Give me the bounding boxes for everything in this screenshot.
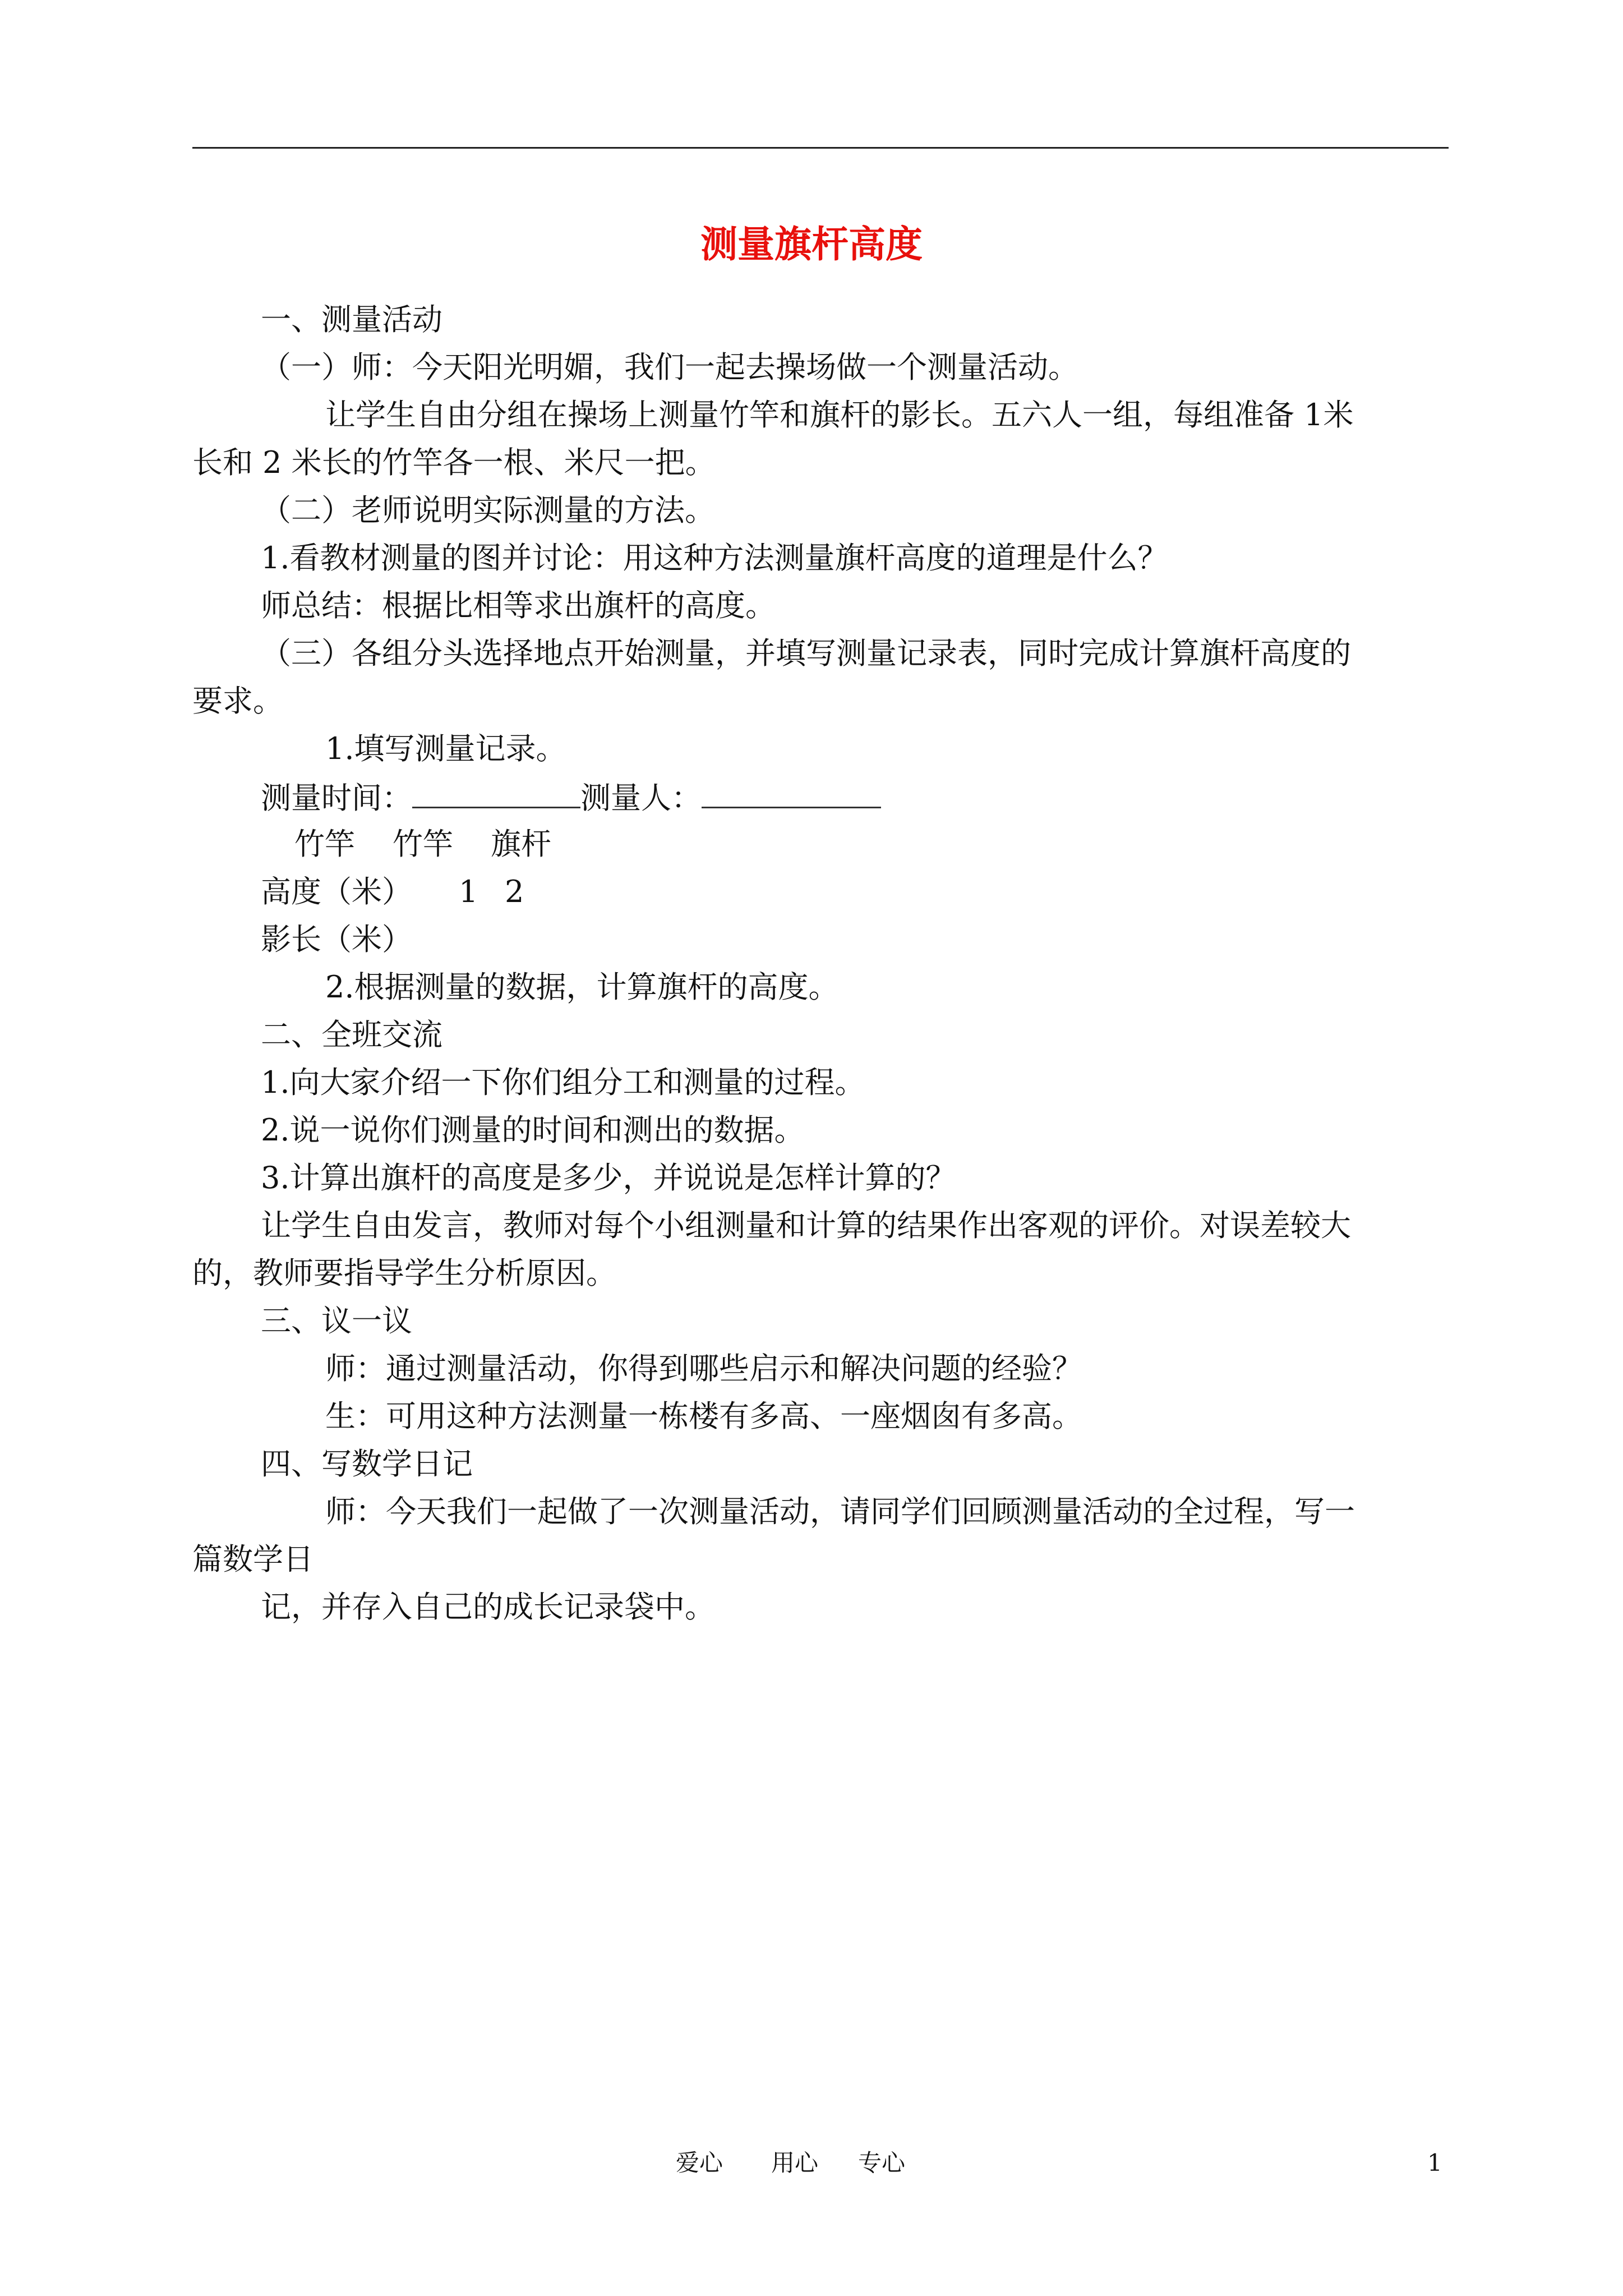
header-rule xyxy=(192,147,1449,149)
paragraph: 篇数学日 xyxy=(192,1542,313,1577)
section-heading: 二、全班交流 xyxy=(261,1017,442,1052)
paragraph: 师：通过测量活动，你得到哪些启示和解决问题的经验？ xyxy=(325,1351,1082,1386)
record-person-label: 测量人： xyxy=(580,780,702,816)
paragraph: 师总结：根据比相等求出旗杆的高度。 xyxy=(261,588,776,623)
paragraph: （一）师：今天阳光明媚，我们一起去操场做一个测量活动。 xyxy=(261,349,1078,385)
paragraph: 让学生自由分组在操场上测量竹竿和旗杆的影长。五六人一组，每组准备 1米 xyxy=(325,397,1354,432)
record-height-value-1: 1 xyxy=(459,874,478,909)
record-person-blank xyxy=(702,774,881,808)
section-heading: 四、写数学日记 xyxy=(261,1446,473,1481)
paragraph: 1.填写测量记录。 xyxy=(325,731,566,766)
paragraph: 1.向大家介绍一下你们组分工和测量的过程。 xyxy=(261,1065,865,1100)
record-header-1: 竹竿 xyxy=(294,826,355,862)
record-time-row xyxy=(261,774,881,821)
record-shadow-label: 影长（米） xyxy=(261,922,412,957)
record-time-blank xyxy=(412,774,580,808)
paragraph: （二）老师说明实际测量的方法。 xyxy=(261,493,715,528)
paragraph: 1.看教材测量的图并讨论：用这种方法测量旗杆高度的道理是什么？ xyxy=(261,540,1168,576)
footer-left: 爱心 xyxy=(676,2149,723,2177)
record-time-label: 测量时间： xyxy=(261,780,412,816)
record-header-3: 旗杆 xyxy=(491,826,551,862)
footer-right: 专心 xyxy=(858,2149,906,2177)
paragraph: （三）各组分头选择地点开始测量，并填写测量记录表，同时完成计算旗杆高度的 xyxy=(261,636,1351,671)
paragraph: 3.计算出旗杆的高度是多少，并说说是怎样计算的？ xyxy=(261,1160,956,1195)
paragraph: 长和 2 米长的竹竿各一根、米尺一把。 xyxy=(192,445,716,480)
paragraph: 记，并存入自己的成长记录袋中。 xyxy=(261,1589,715,1625)
paragraph: 的，教师要指导学生分析原因。 xyxy=(192,1255,616,1291)
paragraph: 师：今天我们一起做了一次测量活动，请同学们回顾测量活动的全过程，写一 xyxy=(325,1494,1355,1529)
paragraph: 2.说一说你们测量的时间和测出的数据。 xyxy=(261,1112,805,1148)
record-height-value-2: 2 xyxy=(505,874,524,909)
record-height-label: 高度（米） xyxy=(261,874,412,909)
page-number: 1 xyxy=(1427,2149,1442,2177)
section-heading: 一、测量活动 xyxy=(261,302,442,337)
paragraph: 让学生自由发言，教师对每个小组测量和计算的结果作出客观的评价。对误差较大 xyxy=(261,1208,1351,1243)
paragraph: 2.根据测量的数据，计算旗杆的高度。 xyxy=(325,969,839,1005)
paragraph: 生：可用这种方法测量一栋楼有多高、一座烟囱有多高。 xyxy=(325,1398,1082,1434)
paragraph: 要求。 xyxy=(192,683,283,719)
footer-middle: 用心 xyxy=(771,2149,819,2177)
section-heading: 三、议一议 xyxy=(261,1303,412,1338)
record-header-2: 竹竿 xyxy=(393,826,453,862)
document-title: 测量旗杆高度 xyxy=(700,222,923,266)
